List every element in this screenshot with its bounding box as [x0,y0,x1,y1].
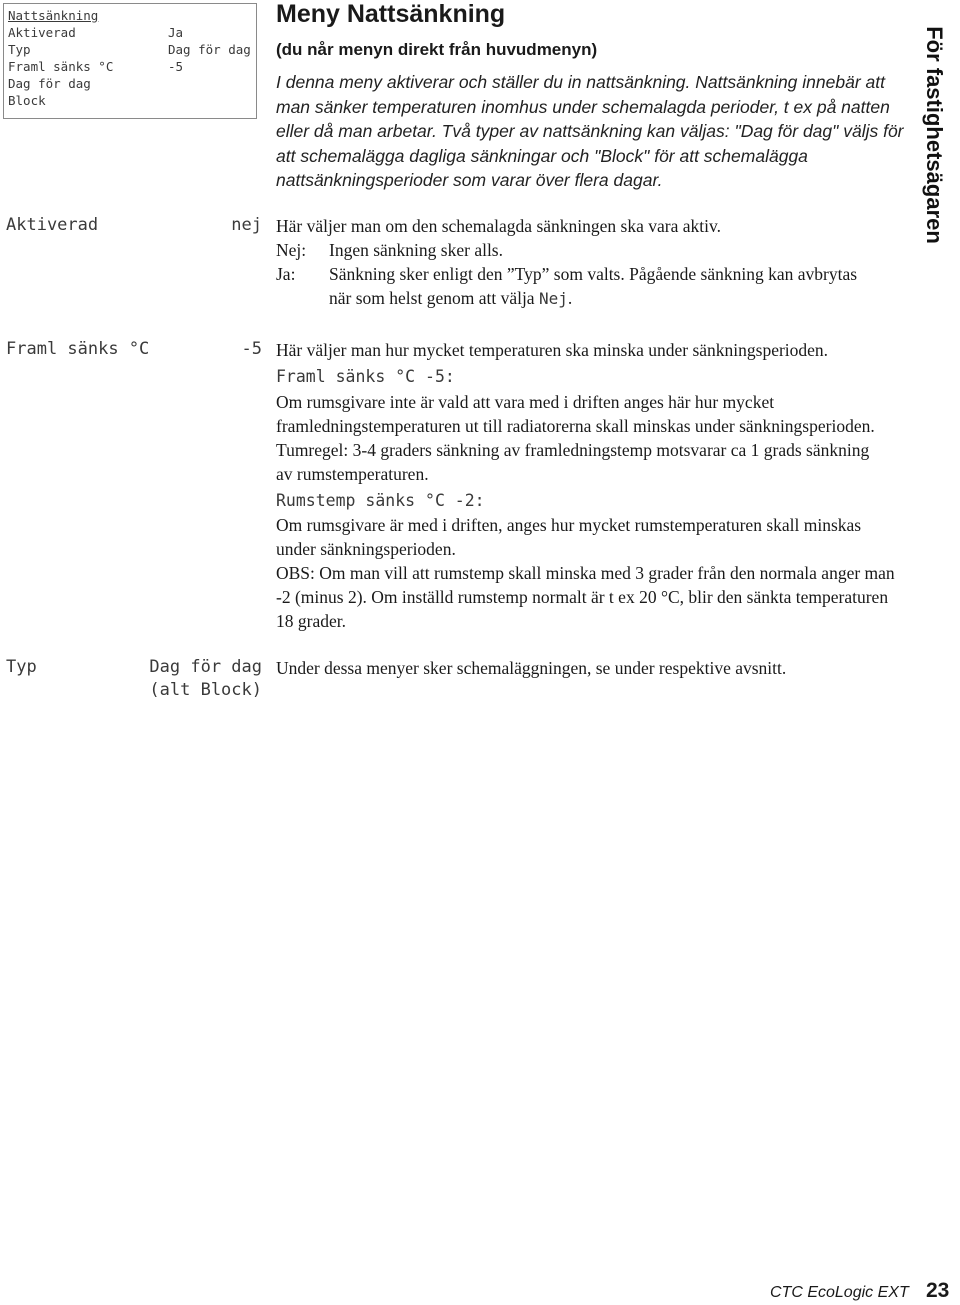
option-key: Ja: [276,264,296,284]
obs-note: OBS: Om man vill att rumstemp skall minska med 3 grader från den normala anger man -2 (minus 2). Om inställd rumstemp normalt är t ex 20 °C, blir den sänkta temperaturen 18 grader. [276,563,895,631]
param-value-framl: -5 [241,339,262,359]
option-row [0,262,900,310]
menu-display-panel [3,3,257,119]
display-row-value: -5 [168,59,184,74]
page-title: Meny Nattsänkning [276,0,506,28]
side-tab-label: För fastighetsägaren [922,26,947,244]
param-value-typ: Dag för dag [149,657,262,677]
param-name-framl: Framl sänks °C [6,339,150,359]
display-row-label: Block [8,93,46,108]
intro-paragraph: I denna meny aktiverar och ställer du in nattsänkning. Nattsänkning innebär att man sänker temperaturen inomhus under schemalagda perioder, t ex på natten eller då man arbetar. Två typer av nattsänkning kan väljas: "Dag för dag" väljs för att schemalägga dagliga sänkningar och "Block" för att schemalägga nattsänkningsperioder som varar över flera dagar. [276,72,904,190]
option-text [329,262,869,311]
param-value-aktiverad: nej [231,215,262,235]
option-text-main: Sänkning sker enligt den ”Typ” som valts. Pågående sänkning kan avbrytas när som helst genom att välja [329,264,858,308]
page-subtitle: (du når menyn direkt från huvudmenyn) [276,40,598,59]
option-key: Nej: [276,240,307,260]
option-row [0,238,900,262]
display-title: Nattsänkning [8,8,99,23]
display-row-value: Ja [168,25,184,40]
framl-description: Här väljer man hur mycket temperaturen ska minska under sänkningsperioden. [276,340,829,360]
param-value-typ-alt: (alt Block) [149,680,262,700]
aktiverad-description: Här väljer man om den schemalagda sänkningen ska vara aktiv. [276,216,721,236]
typ-description: Under dessa menyer sker schemaläggningen, se under respektive avsnitt. [276,658,787,678]
display-row-label: Typ [8,42,31,57]
rumstemp-subheading: Rumstemp sänks °C -2: [276,491,485,510]
framl-subheading: Framl sänks °C -5: [276,367,455,386]
param-name-aktiverad: Aktiverad [6,215,99,235]
display-row-label: Aktiverad [8,25,76,40]
option-code-nej: Nej [538,289,568,308]
framl-sub1-text: Om rumsgivare inte är vald att vara med i driften anges här hur mycket framledningstemperaturen ut till radiatorerna skall minskas under sänkningsperioden. Tumregel: 3-4 graders sänkning av framledningstemp motsvarar ca 1 grads sänkning av rumstemperaturen. [276,392,875,484]
side-tab [914,0,954,270]
footer-brand: CTC EcoLogic EXT [770,1284,909,1301]
option-text: Ingen sänkning sker alls. [329,240,503,260]
option-text-end: . [567,288,573,308]
page-number: 23 [926,1279,950,1302]
display-row-label: Dag för dag [8,76,91,91]
display-row-value: Dag för dag [168,42,251,57]
rumstemp-text: Om rumsgivare är med i driften, anges hur mycket rumstemperaturen skall minskas under sänkningsperioden. [276,515,862,559]
param-name-typ: Typ [6,657,37,677]
display-row-label: Framl sänks °C [8,59,114,74]
